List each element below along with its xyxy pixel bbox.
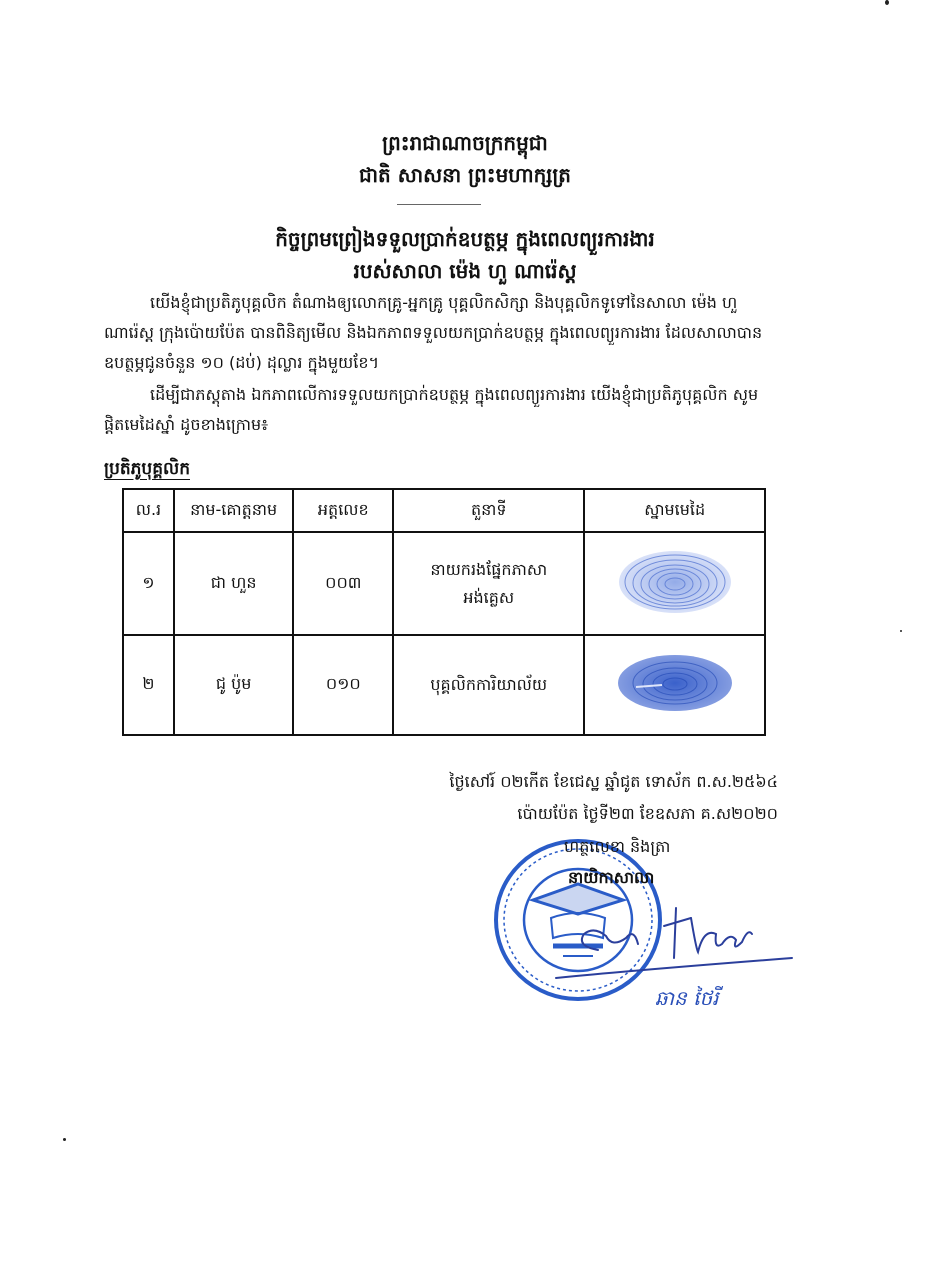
row-id: ០០៣ [293, 532, 393, 635]
row-role-line: នាយករងផ្នែកភាសា [430, 559, 548, 579]
principal-name: ឆាន ថៃរី [655, 986, 719, 1010]
paper-speck [885, 0, 889, 5]
row-role [393, 532, 584, 635]
paper-speck [900, 630, 902, 632]
col-header-no: ល.រ [123, 489, 174, 532]
table-row [123, 635, 765, 735]
staff-table [122, 488, 766, 736]
row-fingerprint [584, 532, 765, 635]
paper-speck [63, 1138, 66, 1141]
row-number: ២ [123, 635, 174, 735]
row-role-line: អង់គ្លេស [463, 587, 515, 607]
paragraph-evidence: ដើម្បីជាភស្តុតាង ឯកភាពលើការទទួលយកប្រាក់ឧបត្ថម្ភ ក្នុងពេលព្យួរការងារ យើងខ្ញុំជាប្រតិភូបុគ្គលិក សូមផ្តិតមេដៃស្នាំ ដូចខាងក្រោម៖ [104, 385, 759, 434]
paragraph-intro: យើងខ្ញុំជាប្រតិភូបុគ្គលិក តំណាងឲ្យលោកគ្រូ-អ្នកគ្រូ បុគ្គលិកសិក្សា និងបុគ្គលិកទូទៅនៃសាលា ម៉េង ហួ ណារ៉េស្ត ក្រុងប៉ោយប៉ែត បានពិនិត្យមើល និងឯកភាពទទួលយកប្រាក់ឧបត្ថម្ភ ក្នុងពេលព្យួរការងារ ដែលសាលាបានឧបត្ថម្ភជូនចំនួន ១០ (ដប់) ដុល្លារ ក្នុងមួយខែ។ [104, 293, 763, 372]
header-divider [397, 204, 481, 205]
document-title-school: របស់សាលា ម៉េង ហួ ណារ៉េស្ត [353, 259, 577, 283]
row-name: ជូ ប៉ូម [174, 635, 294, 735]
col-header-name: នាម-គោត្តនាម [174, 489, 294, 532]
signature-label: ហត្ថលេខា និងត្រា [564, 837, 671, 856]
table-row [123, 532, 765, 635]
col-header-role: តួនាទី [393, 489, 584, 532]
date-solar: ប៉ោយប៉ែត ថ្ងៃទី២៣ ខែឧសភា គ.ស២០២០ [517, 804, 778, 823]
row-name: ជា ហួន [174, 532, 294, 635]
date-lunar: ថ្ងៃសៅរ៍ ០២កើត ខែជេស្ឋ ឆ្នាំជូត ទោស័ក ព.ស.២៥៦៤ [449, 772, 778, 791]
col-header-id: អត្តលេខ [293, 489, 393, 532]
row-fingerprint [584, 635, 765, 735]
section-label: ប្រតិភូបុគ្គលិក [104, 459, 190, 479]
principal-title: នាយិកាសាលា [568, 868, 655, 887]
motto-heading: ជាតិ សាសនា ព្រះមហាក្សត្រ [359, 163, 571, 187]
signature-scribble-icon [546, 888, 796, 988]
fingerprint-icon [614, 652, 736, 714]
col-header-fingerprint: ស្នាមមេដៃ [584, 489, 765, 532]
row-number: ១ [123, 532, 174, 635]
row-id: ០១០ [293, 635, 393, 735]
kingdom-heading: ព្រះរាជាណាចក្រកម្ពុជា [382, 131, 548, 155]
table-header-row [123, 489, 765, 532]
row-role [393, 635, 584, 735]
row-role-line: បុគ្គលិកការិយាល័យ [430, 675, 548, 694]
document-title: កិច្ចព្រមព្រៀងទទួលប្រាក់ឧបត្ថម្ភ ក្នុងពេលព្យួរការងារ [275, 227, 655, 251]
fingerprint-icon [615, 547, 735, 617]
